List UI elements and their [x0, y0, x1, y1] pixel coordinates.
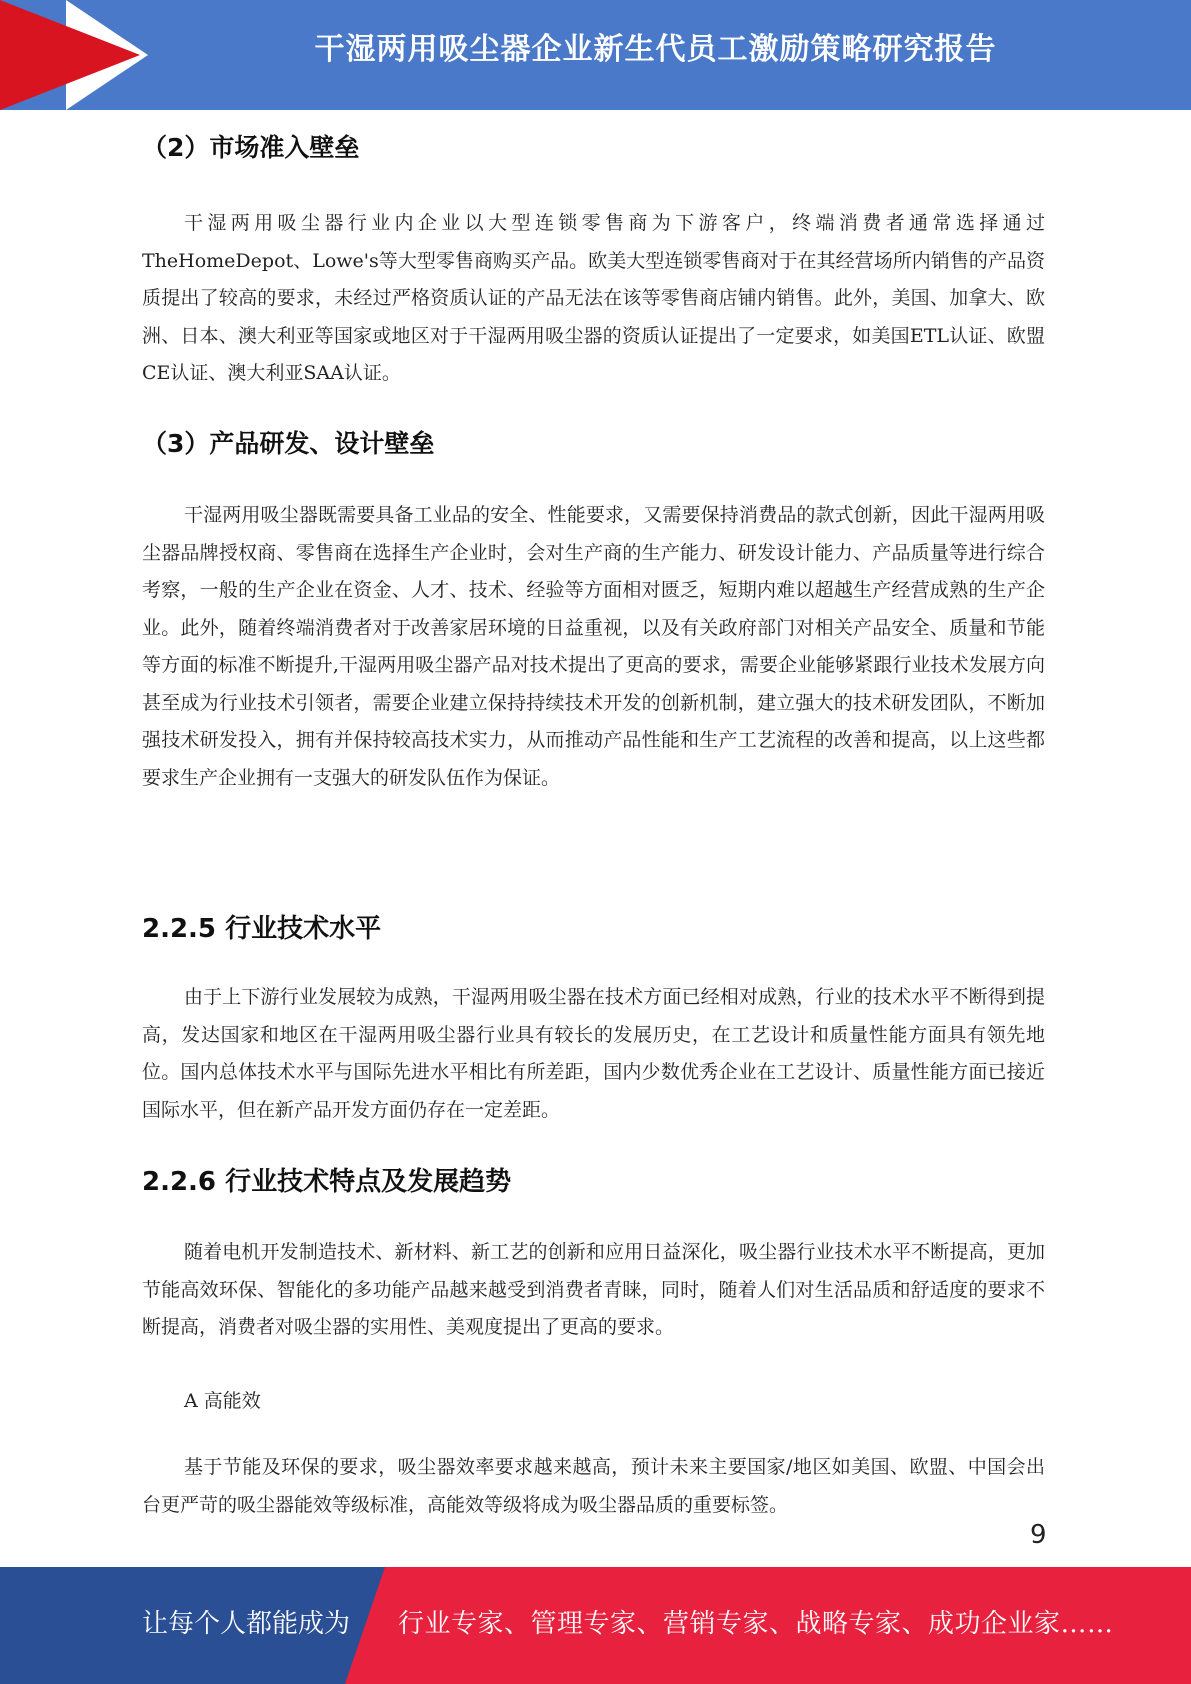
- paragraph-2-2-5: 由于上下游行业发展较为成熟，干湿两用吸尘器在技术方面已经相对成熟，行业的技术水平不断得到提高，发达国家和地区在干湿两用吸尘器行业具有较长的发展历史，在工艺设计和质量性能方面具有领先地位。国内总体技术水平与国际先进水平相比有所差距，国内少数优秀企业在工艺设计、质量性能方面已接近国际水平，但在新产品开发方面仍存在一定差距。: [142, 986, 1045, 1121]
- footer-slogan-left: 让每个人都能成为: [142, 1609, 351, 1639]
- heading-rd-barrier: （3）产品研发、设计壁垒: [142, 429, 435, 458]
- paragraph-2-2-6: 随着电机开发制造技术、新材料、新工艺的创新和应用日益深化，吸尘器行业技术水平不断提高，更加节能高效环保、智能化的多功能产品越来越受到消费者青睐，同时，随着人们对生活品质和舒适度的要求不断提高，消费者对吸尘器的实用性、美观度提出了更高的要求。: [142, 1241, 1045, 1338]
- footer-blue-slant: [345, 1567, 385, 1684]
- heading-2-2-5: 2.2.5 行业技术水平: [142, 914, 382, 944]
- paragraph-rd-barrier: 干湿两用吸尘器既需要具备工业品的安全、性能要求，又需要保持消费品的款式创新，因此干湿两用吸尘器品牌授权商、零售商在选择生产企业时，会对生产商的生产能力、研发设计能力、产品质量等进行综合考察，一般的生产企业在资金、人才、技术、经验等方面相对匮乏，短期内难以超越生产经营成熟的生产企业。此外，随着终端消费者对于改善家居环境的日益重视，以及有关政府部门对相关产品安全、质量和节能等方面的标准不断提升,干湿两用吸尘器产品对技术提出了更高的要求，需要企业能够紧跟行业技术发展方向甚至成为行业技术引领者，需要企业建立保持持续技术开发的创新机制，建立强大的技术研发团队，不断加强技术研发投入，拥有并保持较高技术实力，从而推动产品性能和生产工艺流程的改善和提高，以上这些都要求生产企业拥有一支强大的研发队伍作为保证。: [142, 504, 1045, 789]
- heading-2-2-6: 2.2.6 行业技术特点及发展趋势: [142, 1167, 512, 1197]
- report-title: 干湿两用吸尘器企业新生代员工激励策略研究报告: [314, 32, 997, 67]
- page-footer: [0, 1567, 1191, 1684]
- heading-market-barrier: （2）市场准入壁垒: [142, 133, 360, 162]
- paragraph-market-barrier: 干湿两用吸尘器行业内企业以大型连锁零售商为下游客户，终端消费者通常选择通过TheHomeDepot、Lowe's等大型零售商购买产品。欧美大型连锁零售商对于在其经营场所内销售的产品资质提出了较高的要求，未经过严格资质认证的产品无法在该等零售商店铺内销售。此外，美国、加拿大、欧洲、日本、澳大利亚等国家或地区对于干湿两用吸尘器的资质认证提出了一定要求，如美国ETL认证、欧盟CE认证、澳大利亚SAA认证。: [142, 212, 1045, 384]
- item-high-efficiency: A 高能效: [184, 1390, 261, 1412]
- footer-slogan-right: 行业专家、管理专家、营销专家、战略专家、成功企业家……: [398, 1609, 1114, 1639]
- paragraph-high-efficiency: 基于节能及环保的要求，吸尘器效率要求越来越高，预计未来主要国家/地区如美国、欧盟、中国会出台更严苛的吸尘器能效等级标准，高能效等级将成为吸尘器品质的重要标签。: [142, 1456, 1045, 1516]
- page-number: 9: [1030, 1520, 1047, 1550]
- page-header: [0, 0, 1191, 110]
- header-chevron-red: [0, 0, 140, 110]
